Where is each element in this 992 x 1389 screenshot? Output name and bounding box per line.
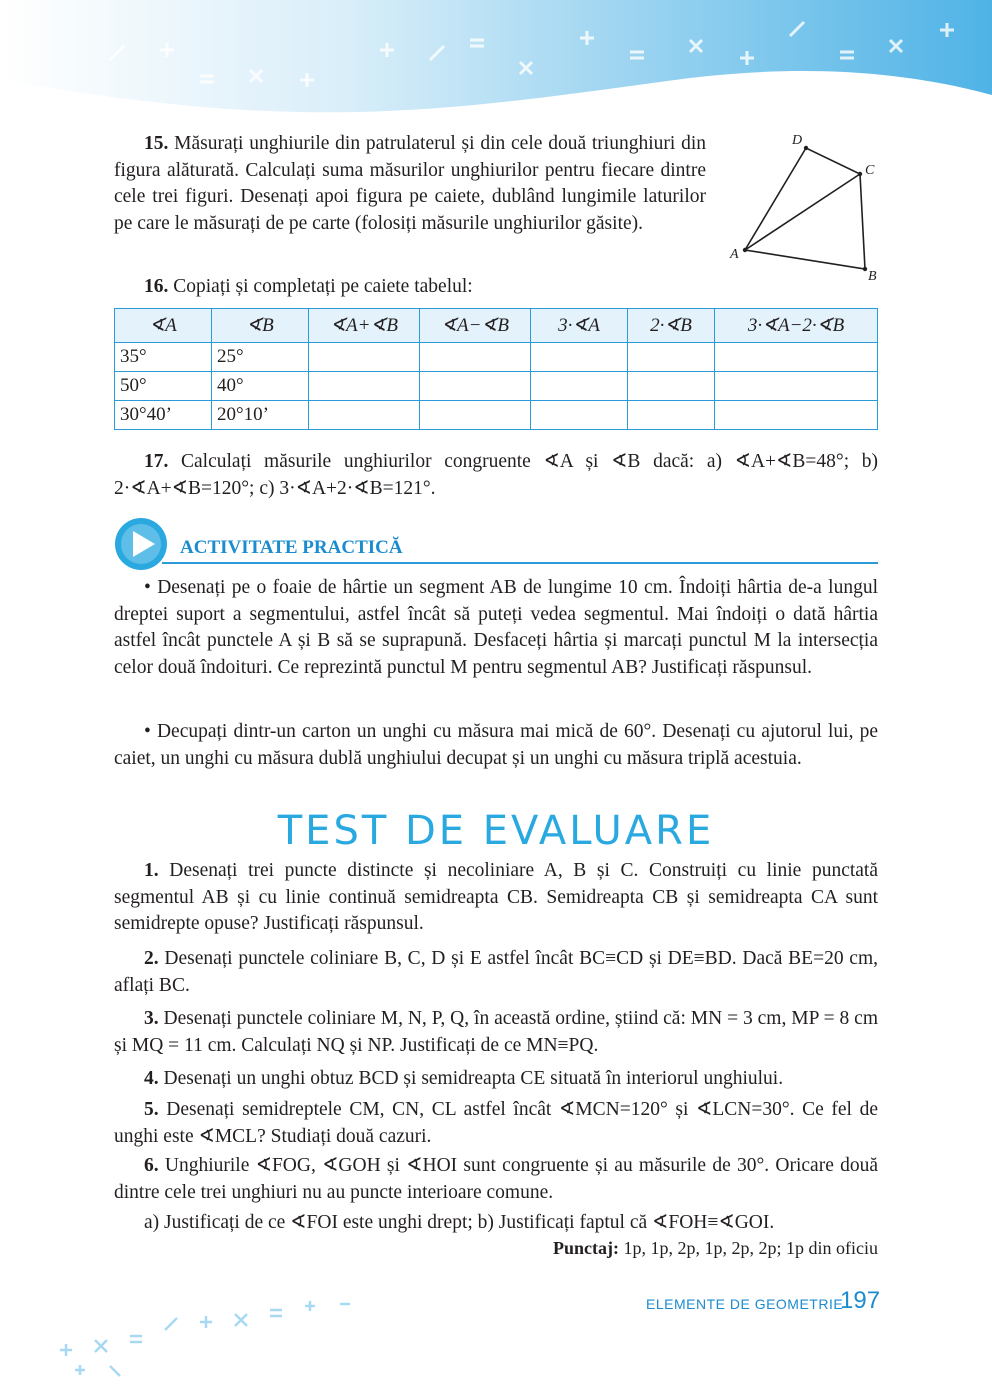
label-a: A: [730, 247, 739, 262]
problem-text: Măsurați unghiurile din patrulaterul și din cele două triunghiuri din figura alăturată. Calculați suma măsurilor unghiurilor pentru fiecare dintre cele trei figuri. Desenați apoi figura pe caiete, dublând lungimile laturilor pe care le măsurați de pe carte (folosiți măsurile unghiurilor găsite).: [114, 133, 706, 234]
question-number: 2.: [144, 948, 159, 969]
table-row: [115, 343, 878, 372]
table-header: 3·∢A: [531, 309, 628, 343]
question-text: Unghiurile ∢FOG, ∢GOH și ∢HOI sunt congruente și au măsurile de 30°. Oricare două dintre cele trei unghiuri nu au puncte interioare comune.: [114, 1155, 879, 1203]
play-icon: [113, 516, 169, 572]
test-question-6: [114, 1153, 878, 1206]
label-b: B: [868, 269, 877, 284]
page-number: 197: [840, 1287, 881, 1314]
test-title: TEST DE EVALUARE: [277, 808, 715, 854]
score-label: Punctaj:: [553, 1238, 619, 1258]
quadrilateral-figure: [720, 128, 890, 288]
table-header: 2·∢B: [628, 309, 715, 343]
footer-chapter-label: ELEMENTE DE GEOMETRIE: [646, 1296, 844, 1312]
problem-number: 15.: [144, 133, 169, 154]
table-cell: [531, 372, 628, 401]
question-text: Desenați un unghi obtuz BCD și semidreapta CE situată în interiorul unghiului.: [163, 1068, 784, 1089]
table-cell: [309, 372, 420, 401]
table-cell: [715, 343, 878, 372]
table-cell: [531, 343, 628, 372]
table-cell: 25°: [212, 343, 309, 372]
activity-bullet-1: • Desenați pe o foaie de hârtie un segment AB de lungime 10 cm. Îndoiți hârtia de-a lungul dreptei suport a segmentului, astfel încât să puteți vedea segmentul. Mai îndoiți o dată hârtia astfel încât punctele A și B să se suprapună. Desfaceți hârtia și marcați punctul M la intersecția celor două îndoituri. Ce reprezintă punctul M pentru segmentul AB? Justificați răspunsul.: [114, 577, 878, 678]
table-header: ∢A−∢B: [420, 309, 531, 343]
test-question-6-parts: a) Justificați de ce ∢FOI este unghi drept; b) Justificați faptul că ∢FOH≡∢GOI.: [144, 1212, 775, 1233]
problem-17: [114, 449, 878, 502]
label-c: C: [865, 163, 875, 178]
test-question-3: [114, 1006, 878, 1059]
problem-number: 17.: [144, 451, 169, 472]
table-cell: [420, 343, 531, 372]
score-text: 1p, 1p, 2p, 1p, 2p, 2p; 1p din oficiu: [623, 1238, 878, 1258]
question-number: 6.: [144, 1155, 159, 1176]
question-number: 3.: [144, 1008, 159, 1029]
table-cell: 20°10’: [212, 401, 309, 430]
score-line: [553, 1238, 878, 1259]
table-header: ∢A+∢B: [309, 309, 420, 343]
table-cell: [420, 401, 531, 430]
question-text: Desenați trei puncte distincte și necoliniare A, B și C. Construiți cu linie punctată segmentul AB și cu linie continuă semidreapta CB. Semidreapta CB și semidreapta CA sunt semidrepte opuse? Justificați răspunsul.: [114, 860, 879, 934]
table-cell: 30°40’: [115, 401, 212, 430]
table-header: ∢B: [212, 309, 309, 343]
table-cell: [628, 372, 715, 401]
problem-15: [114, 131, 706, 237]
table-cell: [628, 401, 715, 430]
table-cell: 40°: [212, 372, 309, 401]
question-text: Desenați punctele coliniare B, C, D și E astfel încât BC≡CD și DE≡BD. Dacă BE=20 cm, aflați BC.: [114, 948, 879, 996]
test-question-2: [114, 946, 878, 999]
table-cell: [715, 372, 878, 401]
test-question-4: [114, 1066, 878, 1093]
table-header: 3·∢A−2·∢B: [715, 309, 878, 343]
footer-decoration: [0, 1270, 600, 1389]
activity-bullet-2: • Decupați dintr-un carton un unghi cu măsura mai mică de 60°. Desenați cu ajutorul lui, pe caiet, un unghi cu măsura dublă unghiului decupat și un unghi cu măsura triplă acestuia.: [114, 721, 878, 769]
test-question-1: [114, 858, 878, 938]
question-number: 5.: [144, 1099, 159, 1120]
table-cell: [531, 401, 628, 430]
question-number: 4.: [144, 1068, 159, 1089]
activity-title: ACTIVITATE PRACTICĂ: [180, 537, 403, 558]
question-text: Desenați semidreptele CM, CN, CL astfel încât ∢MCN=120° și ∢LCN=30°. Ce fel de unghi este ∢MCL? Studiați două cazuri.: [114, 1099, 878, 1147]
test-question-5: [114, 1097, 878, 1150]
table-cell: [309, 401, 420, 430]
table-cell: [309, 343, 420, 372]
table-cell: [628, 343, 715, 372]
table-row: [115, 372, 878, 401]
problem-text: Calculați măsurile unghiurilor congruente ∢A și ∢B dacă: a) ∢A+∢B=48°; b) 2·∢A+∢B=120°; c) 3·∢A+2·∢B=121°.: [114, 451, 878, 499]
table-cell: 35°: [115, 343, 212, 372]
label-d: D: [792, 133, 803, 148]
divider: [162, 562, 878, 564]
problem-16: [114, 274, 714, 301]
question-number: 1.: [144, 860, 159, 881]
table-cell: 50°: [115, 372, 212, 401]
table-row: [115, 401, 878, 430]
problem-number: 16.: [144, 276, 169, 297]
table-cell: [420, 372, 531, 401]
angles-table: [114, 308, 878, 430]
table-cell: [715, 401, 878, 430]
table-header: ∢A: [115, 309, 212, 343]
problem-text: Copiați și completați pe caiete tabelul:: [173, 276, 473, 297]
table-header-row: [115, 309, 878, 343]
question-text: Desenați punctele coliniare M, N, P, Q, în această ordine, știind că: MN = 3 cm, MP = 8 cm și MQ = 11 cm. Calculați NQ și NP. Justificați de ce MN≡PQ.: [114, 1008, 878, 1056]
header-banner: [0, 0, 992, 140]
